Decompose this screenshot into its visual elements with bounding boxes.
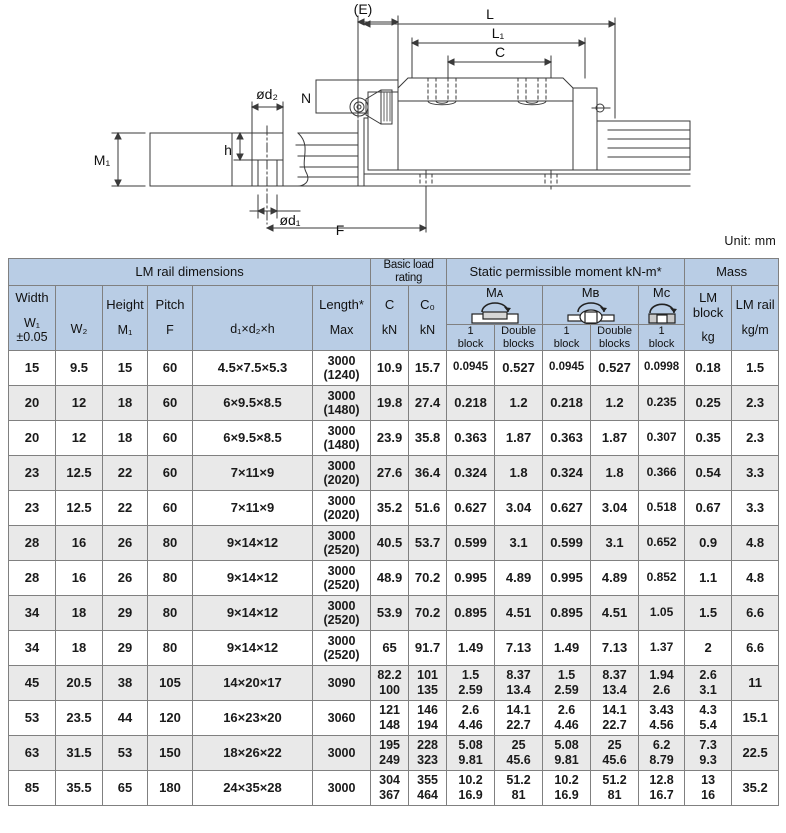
cell-height: 15	[103, 350, 148, 385]
cell-mb-one-block: 0.599	[543, 525, 591, 560]
col-width-symbol: W₁ ±0.05	[16, 315, 48, 345]
cell-ma-one-block: 2.6 4.46	[447, 700, 495, 735]
cell-ma-one-block: 0.995	[447, 560, 495, 595]
cell-pitch: 150	[148, 735, 193, 770]
group-static-permissible-moment: Static permissible moment kN-m*	[447, 259, 685, 286]
table-row	[9, 560, 779, 595]
col-basic-load-c-unit: kN	[381, 322, 398, 337]
cell-mb-one-block: 2.6 4.46	[543, 700, 591, 735]
cell-height: 44	[103, 700, 148, 735]
cell-mb-one-block: 10.2 16.9	[543, 770, 591, 805]
cell-ma-one-block: 0.218	[447, 385, 495, 420]
cell-mc-one-block: 0.652	[639, 525, 685, 560]
mb-double-line2: blocks	[598, 337, 631, 350]
cell-w2: 31.5	[56, 735, 103, 770]
cell-basic-load-c0: 53.7	[409, 525, 447, 560]
dim-label-d2: ød₂	[256, 86, 278, 102]
cell-ma-one-block: 10.2 16.9	[447, 770, 495, 805]
cell-width: 23	[9, 455, 56, 490]
cell-mass-lm-rail: 22.5	[732, 735, 779, 770]
cell-mass-lm-block: 1.5	[685, 595, 732, 630]
cell-mc-one-block: 6.2 8.79	[639, 735, 685, 770]
cell-pitch: 120	[148, 700, 193, 735]
col-basic-load-c	[371, 285, 409, 350]
cell-mass-lm-rail: 6.6	[732, 630, 779, 665]
ma-double-line2: blocks	[502, 337, 535, 350]
cell-basic-load-c0: 15.7	[409, 350, 447, 385]
cell-mb-one-block: 0.363	[543, 420, 591, 455]
cell-mass-lm-rail: 4.8	[732, 525, 779, 560]
dim-label-m1: M₁	[93, 152, 111, 168]
table-row	[9, 595, 779, 630]
dim-label-l: L	[486, 6, 494, 22]
cell-pitch: 60	[148, 420, 193, 455]
cell-mounting-hole: 7×11×9	[193, 455, 313, 490]
cell-height: 18	[103, 420, 148, 455]
ma-one-block-line2: block	[457, 337, 484, 350]
cell-pitch: 60	[148, 350, 193, 385]
cell-basic-load-c: 65	[371, 630, 409, 665]
col-ma-double-blocks	[495, 325, 543, 351]
cell-width: 20	[9, 420, 56, 455]
cell-basic-load-c0: 355 464	[409, 770, 447, 805]
col-mass-lm-rail-name: LM rail	[735, 297, 775, 313]
cell-width: 85	[9, 770, 56, 805]
cell-basic-load-c0: 146 194	[409, 700, 447, 735]
cell-mc-one-block: 0.852	[639, 560, 685, 595]
cell-pitch: 60	[148, 490, 193, 525]
cell-pitch: 80	[148, 630, 193, 665]
cell-mb-double-blocks: 1.2	[591, 385, 639, 420]
dim-label-l1: L₁	[491, 25, 505, 41]
table-row	[9, 665, 779, 700]
cell-mass-lm-rail: 2.3	[732, 385, 779, 420]
col-length	[313, 285, 371, 350]
cell-height: 53	[103, 735, 148, 770]
cell-w2: 12	[56, 385, 103, 420]
col-mass-lm-block	[685, 285, 732, 350]
mc-one-block-line2: block	[648, 337, 675, 350]
cell-basic-load-c0: 36.4	[409, 455, 447, 490]
cell-mass-lm-rail: 1.5	[732, 350, 779, 385]
cell-mb-double-blocks: 4.89	[591, 560, 639, 595]
cell-mb-double-blocks: 14.1 22.7	[591, 700, 639, 735]
cell-mass-lm-block: 0.18	[685, 350, 732, 385]
cell-ma-one-block: 0.627	[447, 490, 495, 525]
col-mb-double-blocks	[591, 325, 639, 351]
col-mass-lm-rail-unit: kg/m	[741, 322, 769, 337]
cell-mounting-hole: 24×35×28	[193, 770, 313, 805]
cell-basic-load-c: 82.2 100	[371, 665, 409, 700]
cell-mc-one-block: 0.518	[639, 490, 685, 525]
col-pitch	[148, 285, 193, 350]
cell-pitch: 60	[148, 455, 193, 490]
cell-mc-one-block: 12.8 16.7	[639, 770, 685, 805]
dim-label-c: C	[494, 44, 506, 60]
cell-w2: 35.5	[56, 770, 103, 805]
cell-pitch: 180	[148, 770, 193, 805]
cell-basic-load-c: 195 249	[371, 735, 409, 770]
cell-mc-one-block: 1.05	[639, 595, 685, 630]
cell-height: 29	[103, 595, 148, 630]
cell-mounting-hole: 9×14×12	[193, 595, 313, 630]
table-row	[9, 385, 779, 420]
col-basic-load-c0-unit: kN	[419, 322, 436, 337]
moment-mc-label: Mᴄ	[652, 284, 671, 300]
unit-note: Unit: mm	[724, 234, 776, 248]
cell-length: 3000 (2520)	[313, 560, 371, 595]
cell-mb-double-blocks: 3.1	[591, 525, 639, 560]
cell-ma-double-blocks: 1.87	[495, 420, 543, 455]
mb-moment-icon	[554, 302, 628, 324]
cell-mounting-hole: 6×9.5×8.5	[193, 385, 313, 420]
ma-one-block-line1: 1	[467, 325, 474, 338]
cell-pitch: 80	[148, 560, 193, 595]
cell-width: 23	[9, 490, 56, 525]
cell-mc-one-block: 0.0998	[639, 350, 685, 385]
cell-height: 38	[103, 665, 148, 700]
cell-mounting-hole: 9×14×12	[193, 630, 313, 665]
mb-double-line1: Double	[597, 325, 632, 338]
cell-length: 3000 (2520)	[313, 595, 371, 630]
dim-label-f: F	[335, 222, 345, 238]
cell-ma-double-blocks: 1.2	[495, 385, 543, 420]
col-mc-one-block	[639, 325, 685, 351]
cell-basic-load-c: 304 367	[371, 770, 409, 805]
cell-mounting-hole: 9×14×12	[193, 560, 313, 595]
cell-ma-one-block: 1.49	[447, 630, 495, 665]
cell-mounting-hole: 16×23×20	[193, 700, 313, 735]
cell-basic-load-c0: 228 323	[409, 735, 447, 770]
col-mounting-hole-symbol: d₁×d₂×h	[230, 321, 275, 336]
cell-ma-double-blocks: 1.8	[495, 455, 543, 490]
cell-mb-double-blocks: 8.37 13.4	[591, 665, 639, 700]
cell-mounting-hole: 7×11×9	[193, 490, 313, 525]
cell-ma-one-block: 0.324	[447, 455, 495, 490]
cell-mb-double-blocks: 25 45.6	[591, 735, 639, 770]
cell-ma-double-blocks: 0.527	[495, 350, 543, 385]
cell-ma-one-block: 0.363	[447, 420, 495, 455]
group-lm-rail-dimensions: LM rail dimensions	[9, 259, 371, 286]
cell-basic-load-c0: 91.7	[409, 630, 447, 665]
cell-mc-one-block: 1.94 2.6	[639, 665, 685, 700]
cell-basic-load-c0: 35.8	[409, 420, 447, 455]
col-mass-lm-block-name: LM block	[692, 290, 724, 320]
cell-mb-double-blocks: 1.87	[591, 420, 639, 455]
cell-mass-lm-block: 1.1	[685, 560, 732, 595]
cell-mb-double-blocks: 1.8	[591, 455, 639, 490]
cell-width: 28	[9, 560, 56, 595]
dim-label-e: (E)	[353, 1, 373, 17]
cell-mass-lm-block: 4.3 5.4	[685, 700, 732, 735]
col-ma-one-block	[447, 325, 495, 351]
cell-w2: 12	[56, 420, 103, 455]
cell-w2: 18	[56, 630, 103, 665]
cell-mass-lm-rail: 4.8	[732, 560, 779, 595]
cell-mass-lm-block: 2	[685, 630, 732, 665]
cell-ma-double-blocks: 14.1 22.7	[495, 700, 543, 735]
cell-ma-one-block: 0.895	[447, 595, 495, 630]
cell-pitch: 80	[148, 595, 193, 630]
group-mass: Mass	[685, 259, 779, 286]
table-row	[9, 735, 779, 770]
cell-w2: 12.5	[56, 455, 103, 490]
cell-mb-double-blocks: 7.13	[591, 630, 639, 665]
cell-basic-load-c0: 27.4	[409, 385, 447, 420]
cell-w2: 20.5	[56, 665, 103, 700]
cell-length: 3090	[313, 665, 371, 700]
cell-mass-lm-block: 0.35	[685, 420, 732, 455]
cell-mass-lm-rail: 15.1	[732, 700, 779, 735]
cell-length: 3000 (1240)	[313, 350, 371, 385]
cell-ma-double-blocks: 4.51	[495, 595, 543, 630]
dim-label-n: N	[300, 90, 312, 106]
moment-ma-label: Mᴀ	[485, 284, 504, 300]
cell-pitch: 105	[148, 665, 193, 700]
col-basic-load-c0	[409, 285, 447, 350]
cell-mass-lm-rail: 35.2	[732, 770, 779, 805]
cell-mc-one-block: 0.307	[639, 420, 685, 455]
cell-mb-one-block: 0.0945	[543, 350, 591, 385]
col-length-unit: Max	[329, 322, 354, 337]
cell-width: 34	[9, 630, 56, 665]
cell-basic-load-c: 10.9	[371, 350, 409, 385]
cell-height: 26	[103, 560, 148, 595]
cell-mb-double-blocks: 3.04	[591, 490, 639, 525]
cell-mounting-hole: 4.5×7.5×5.3	[193, 350, 313, 385]
cell-mass-lm-block: 0.9	[685, 525, 732, 560]
cell-length: 3000 (1480)	[313, 385, 371, 420]
cell-length: 3000 (2020)	[313, 490, 371, 525]
cell-height: 65	[103, 770, 148, 805]
cell-width: 34	[9, 595, 56, 630]
cell-height: 22	[103, 455, 148, 490]
cell-ma-double-blocks: 3.04	[495, 490, 543, 525]
cell-basic-load-c: 48.9	[371, 560, 409, 595]
cell-w2: 16	[56, 560, 103, 595]
table-row	[9, 700, 779, 735]
table-row	[9, 420, 779, 455]
lm-guide-technical-drawing	[0, 0, 786, 240]
mb-one-block-line2: block	[553, 337, 580, 350]
cell-length: 3000	[313, 770, 371, 805]
col-moment-mb-header	[543, 285, 639, 325]
cell-basic-load-c0: 51.6	[409, 490, 447, 525]
cell-width: 63	[9, 735, 56, 770]
group-basic-load-rating: Basic load rating	[371, 259, 447, 286]
cell-mass-lm-rail: 3.3	[732, 490, 779, 525]
specifications-table-container	[8, 258, 778, 806]
cell-mass-lm-rail: 6.6	[732, 595, 779, 630]
cell-ma-double-blocks: 51.2 81	[495, 770, 543, 805]
cell-mb-double-blocks: 0.527	[591, 350, 639, 385]
col-mass-lm-rail	[732, 285, 779, 350]
cell-mb-one-block: 0.895	[543, 595, 591, 630]
cell-length: 3000 (2020)	[313, 455, 371, 490]
cell-mb-one-block: 1.5 2.59	[543, 665, 591, 700]
cell-ma-double-blocks: 7.13	[495, 630, 543, 665]
cell-mb-one-block: 5.08 9.81	[543, 735, 591, 770]
cell-width: 45	[9, 665, 56, 700]
moment-mb-label: Mʙ	[581, 284, 600, 300]
cell-width: 28	[9, 525, 56, 560]
ma-double-line1: Double	[501, 325, 536, 338]
cell-length: 3000 (1480)	[313, 420, 371, 455]
cell-mc-one-block: 1.37	[639, 630, 685, 665]
col-mb-one-block	[543, 325, 591, 351]
cell-basic-load-c: 35.2	[371, 490, 409, 525]
col-w2	[56, 285, 103, 350]
ma-moment-icon	[458, 302, 532, 324]
cell-mc-one-block: 3.43 4.56	[639, 700, 685, 735]
cell-w2: 18	[56, 595, 103, 630]
cell-basic-load-c: 27.6	[371, 455, 409, 490]
cell-basic-load-c: 19.8	[371, 385, 409, 420]
cell-mass-lm-block: 7.3 9.3	[685, 735, 732, 770]
cell-length: 3060	[313, 700, 371, 735]
col-moment-ma-header	[447, 285, 543, 325]
col-basic-load-c0-name: C₀	[420, 297, 435, 313]
cell-basic-load-c0: 101 135	[409, 665, 447, 700]
col-length-name: Length*	[319, 297, 364, 313]
cell-mounting-hole: 9×14×12	[193, 525, 313, 560]
cell-length: 3000 (2520)	[313, 525, 371, 560]
cell-basic-load-c0: 70.2	[409, 560, 447, 595]
cell-mass-lm-block: 0.67	[685, 490, 732, 525]
cell-pitch: 60	[148, 385, 193, 420]
cell-height: 22	[103, 490, 148, 525]
dim-label-h: h	[224, 142, 232, 158]
cell-width: 53	[9, 700, 56, 735]
cell-w2: 16	[56, 525, 103, 560]
cell-mass-lm-block: 13 16	[685, 770, 732, 805]
cell-ma-double-blocks: 8.37 13.4	[495, 665, 543, 700]
cell-basic-load-c: 23.9	[371, 420, 409, 455]
col-moment-mc-header	[639, 285, 685, 325]
cell-mounting-hole: 18×26×22	[193, 735, 313, 770]
cell-height: 26	[103, 525, 148, 560]
dim-label-d1: ød₁	[279, 212, 301, 228]
cell-mc-one-block: 0.366	[639, 455, 685, 490]
cell-w2: 9.5	[56, 350, 103, 385]
cell-basic-load-c0: 70.2	[409, 595, 447, 630]
col-basic-load-c-name: C	[384, 297, 395, 313]
cell-ma-one-block: 0.599	[447, 525, 495, 560]
cell-basic-load-c: 53.9	[371, 595, 409, 630]
cell-mb-double-blocks: 51.2 81	[591, 770, 639, 805]
col-width-name: Width	[15, 290, 49, 306]
cell-mass-lm-rail: 2.3	[732, 420, 779, 455]
col-mounting-hole	[193, 285, 313, 350]
cell-width: 15	[9, 350, 56, 385]
cell-mb-one-block: 1.49	[543, 630, 591, 665]
mb-one-block-line1: 1	[563, 325, 570, 338]
table-row	[9, 490, 779, 525]
cell-ma-double-blocks: 3.1	[495, 525, 543, 560]
cell-ma-double-blocks: 4.89	[495, 560, 543, 595]
cell-ma-one-block: 0.0945	[447, 350, 495, 385]
cell-w2: 12.5	[56, 490, 103, 525]
cell-mass-lm-rail: 3.3	[732, 455, 779, 490]
cell-mounting-hole: 6×9.5×8.5	[193, 420, 313, 455]
cell-height: 29	[103, 630, 148, 665]
col-pitch-symbol: F	[166, 322, 174, 337]
cell-mb-one-block: 0.995	[543, 560, 591, 595]
col-height	[103, 285, 148, 350]
cell-length: 3000 (2520)	[313, 630, 371, 665]
table-row	[9, 630, 779, 665]
col-w2-symbol: W₂	[70, 321, 88, 336]
cell-ma-double-blocks: 25 45.6	[495, 735, 543, 770]
col-height-symbol: M₁	[117, 322, 133, 337]
mc-one-block-line1: 1	[658, 325, 665, 338]
cell-mc-one-block: 0.235	[639, 385, 685, 420]
cell-w2: 23.5	[56, 700, 103, 735]
cell-mass-lm-block: 0.54	[685, 455, 732, 490]
mc-moment-icon	[642, 302, 682, 324]
col-height-name: Height	[106, 297, 144, 313]
cell-mb-one-block: 0.324	[543, 455, 591, 490]
cell-pitch: 80	[148, 525, 193, 560]
table-group-header-row	[9, 259, 779, 286]
specifications-table-body	[9, 350, 779, 805]
table-row	[9, 350, 779, 385]
lm-guide-specifications-table	[8, 258, 779, 806]
cell-basic-load-c: 40.5	[371, 525, 409, 560]
cell-mass-lm-rail: 11	[732, 665, 779, 700]
cell-ma-one-block: 1.5 2.59	[447, 665, 495, 700]
cell-mass-lm-block: 0.25	[685, 385, 732, 420]
col-width	[9, 285, 56, 350]
table-column-name-row	[9, 285, 779, 325]
cell-ma-one-block: 5.08 9.81	[447, 735, 495, 770]
table-row	[9, 770, 779, 805]
cell-mb-one-block: 0.627	[543, 490, 591, 525]
col-pitch-name: Pitch	[155, 297, 185, 313]
cell-width: 20	[9, 385, 56, 420]
col-mass-lm-block-unit: kg	[701, 330, 715, 345]
cell-height: 18	[103, 385, 148, 420]
table-row	[9, 455, 779, 490]
cell-mb-one-block: 0.218	[543, 385, 591, 420]
cell-basic-load-c: 121 148	[371, 700, 409, 735]
cell-mb-double-blocks: 4.51	[591, 595, 639, 630]
cell-length: 3000	[313, 735, 371, 770]
cell-mass-lm-block: 2.6 3.1	[685, 665, 732, 700]
table-row	[9, 525, 779, 560]
cell-mounting-hole: 14×20×17	[193, 665, 313, 700]
